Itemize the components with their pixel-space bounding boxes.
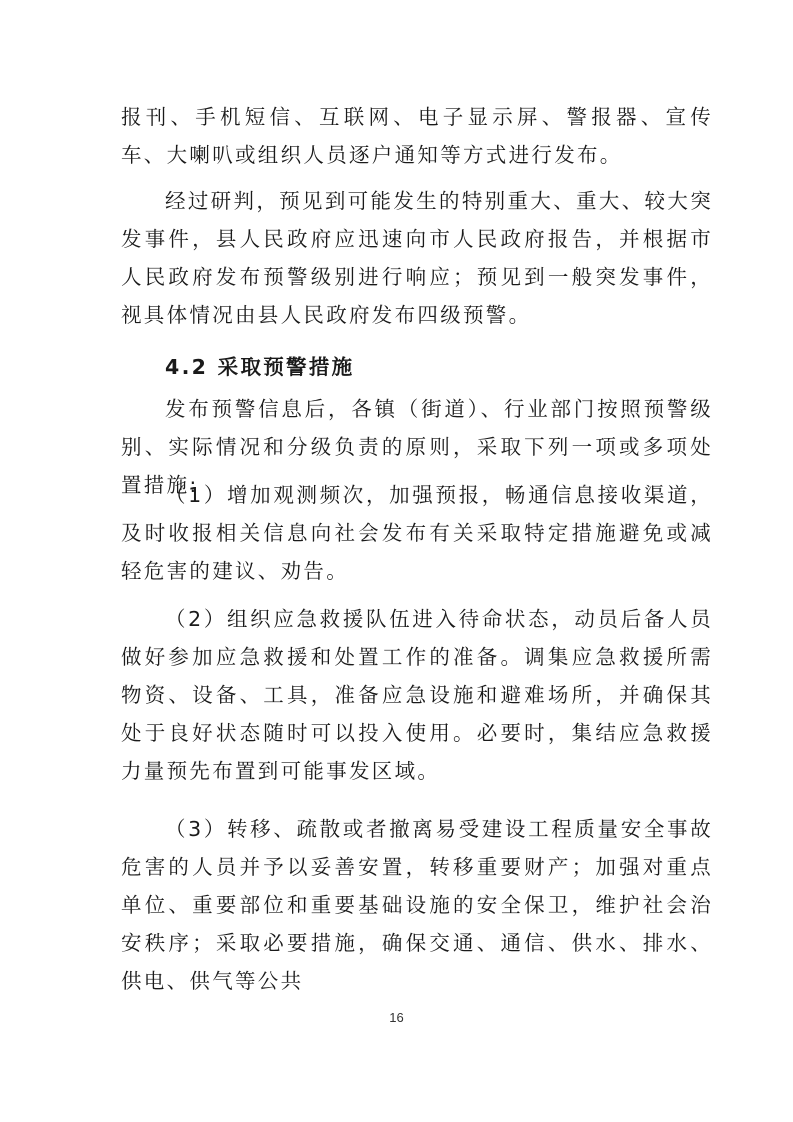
paragraph-measure-1: （1）增加观测频次，加强预报，畅通信息接收渠道，及时收报相关信息向社会发布有关采取特定措施避免或减轻危害的建议、劝告。 bbox=[121, 483, 713, 583]
paragraph-measure-2: （2）组织应急救援队伍进入待命状态，动员后备人员做好参加应急救援和处置工作的准备。调集应急救援所需物资、设备、工具，准备应急设施和避难场所，并确保其处于良好状态随时可以投入使用。必要时，集结应急救援力量预先布置到可能事发区域。 bbox=[121, 607, 713, 783]
section-heading: 4.2 采取预警措施 bbox=[165, 355, 355, 379]
paragraph-continuation: 报刊、手机短信、互联网、电子显示屏、警报器、宣传车、大喇叭或组织人员逐户通知等方式进行发布。 bbox=[121, 105, 713, 167]
paragraph-measures-intro: 发布预警信息后，各镇（街道）、行业部门按照预警级别、实际情况和分级负责的原则，采取下列一项或多项处置措施: bbox=[121, 397, 713, 497]
page-number: 16 bbox=[389, 1010, 404, 1025]
paragraph-assessment: 经过研判，预见到可能发生的特别重大、重大、较大突发事件，县人民政府应迅速向市人民政府报告，并根据市人民政府发布预警级别进行响应；预见到一般突发事件，视具体情况由县人民政府发布四级预警。 bbox=[121, 189, 713, 327]
paragraph-measure-3: （3）转移、疏散或者撤离易受建设工程质量安全事故危害的人员并予以妥善安置，转移重要财产；加强对重点单位、重要部位和重要基础设施的安全保卫，维护社会治安秩序；采取必要措施，确保交通、通信、供水、排水、供电、供气等公共 bbox=[121, 817, 713, 993]
